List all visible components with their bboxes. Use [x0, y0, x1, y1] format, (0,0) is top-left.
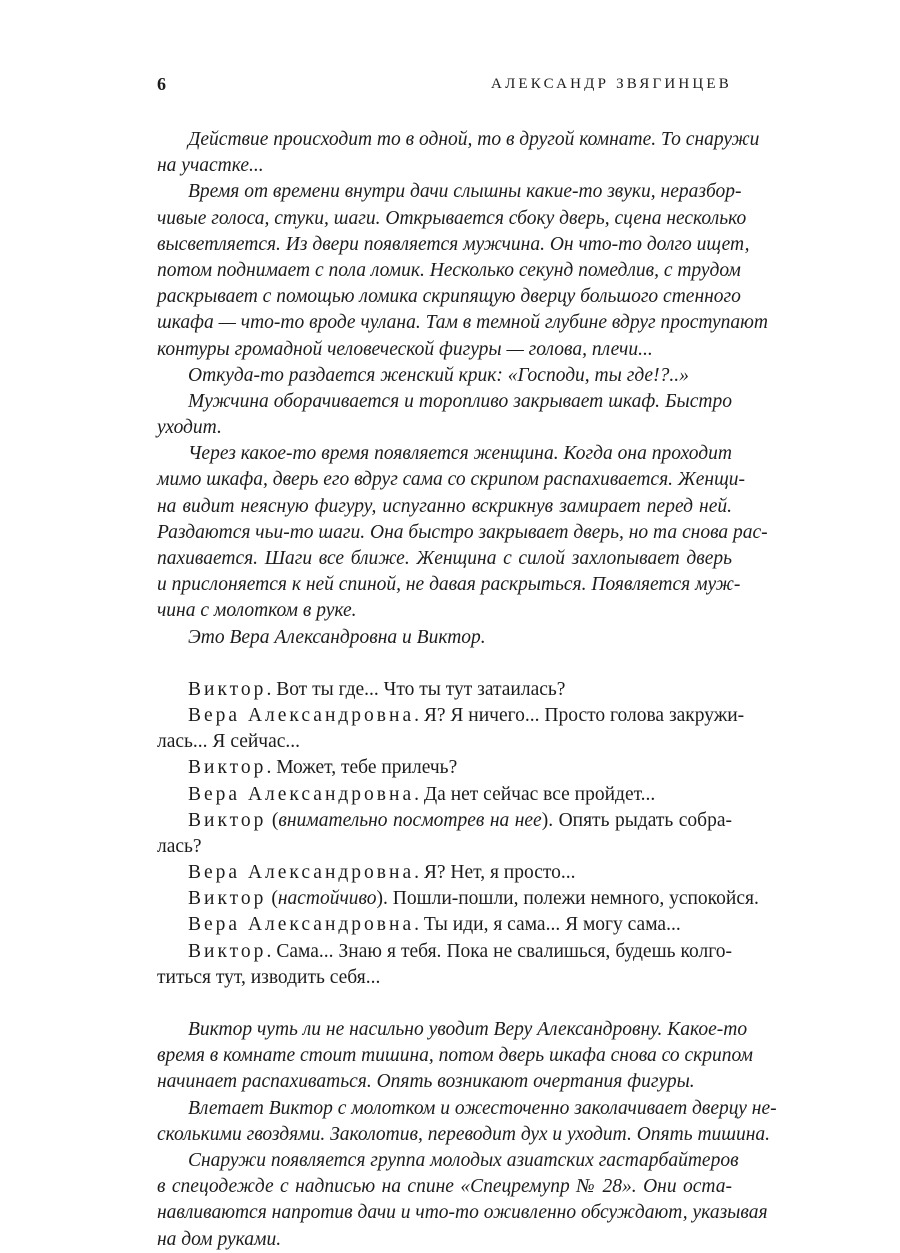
- speaker-name: Виктор: [188, 888, 267, 910]
- replica-continuation-line: лась... Я сейчас...: [157, 731, 301, 753]
- text-line: высветляется. Из двери появляется мужчина. Он что-то долго ищет,: [157, 233, 750, 255]
- replica-text: . Я? Нет, я просто...: [414, 862, 576, 884]
- stage-direction-paragraph: [157, 179, 768, 362]
- replica-first-line: [157, 755, 732, 781]
- text-line: Снаружи появляется группа молодых азиатских гастарбайтеров: [188, 1149, 739, 1171]
- text-line: Влетает Виктор с молотком и ожесточенно заколачивает дверцу не-: [188, 1097, 777, 1119]
- replica-first-line: [157, 703, 745, 729]
- replica-first-line: [157, 912, 732, 938]
- stage-directions-closing: [157, 1017, 777, 1253]
- replica-text: . Сама... Знаю я тебя. Пока не свалишься, будешь колго-: [266, 940, 732, 962]
- text-line: чивые голоса, стуки, шаги. Открывается сбоку дверь, сцена несколько: [157, 207, 747, 229]
- speaker-name: Виктор: [188, 678, 267, 700]
- text-line: на видит неясную фигуру, испуганно вскрикнув замирает перед ней.: [157, 495, 732, 517]
- text-line: контуры громадной человеческой фигуры — голова, плечи...: [157, 338, 653, 360]
- page-header: [157, 74, 732, 98]
- stage-direction-paragraph: [157, 1017, 753, 1096]
- dialogue-block: [157, 677, 759, 991]
- text-line: пахивается. Шаги все ближе. Женщина с силой захлопывает дверь: [157, 548, 732, 569]
- text-line: в спецодежде с надписью на спине «Спецремупр № 28». Они оста-: [157, 1176, 732, 1198]
- running-head-author: АЛЕКСАНДР ЗВЯГИНЦЕВ: [491, 76, 732, 92]
- dialogue-replica: [157, 703, 745, 755]
- replica-text: . Да нет сейчас все пройдет...: [414, 783, 656, 805]
- replica-text: . Вот ты где... Что ты тут затаилась?: [266, 678, 566, 700]
- text-line: и прислоняется к ней спиной, не давая раскрыться. Появляется муж-: [157, 574, 741, 596]
- text-line: на участке...: [157, 155, 264, 177]
- stage-direction-paragraph: [157, 389, 732, 441]
- stage-direction-paragraph: [157, 127, 760, 179]
- text-line: Мужчина оборачивается и торопливо закрывает шкаф. Быстро: [188, 390, 732, 412]
- speaker-name: Вера Александровна: [188, 704, 415, 726]
- speaker-name: Виктор: [188, 809, 267, 831]
- text-line: Это Вера Александровна и Виктор.: [188, 626, 486, 648]
- page-number: 6: [157, 74, 166, 94]
- replica-first-line: [157, 677, 732, 703]
- dialogue-replica: [157, 677, 732, 703]
- text-line: Время от времени внутри дачи слышны какие-то звуки, неразбор-: [188, 181, 742, 203]
- replica-text: . Ты иди, я сама... Я могу сама...: [414, 914, 681, 936]
- text-line: Откуда-то раздается женский крик: «Господи, ты где!?..»: [188, 364, 689, 386]
- text-line: мимо шкафа, дверь его вдруг сама со скрипом распахивается. Женщи-: [157, 469, 746, 491]
- speaker-name: Вера Александровна: [188, 783, 415, 805]
- text-line: Действие происходит то в одной, то в другой комнате. То снаружи: [188, 129, 760, 150]
- replica-text: . Я? Я ничего... Просто голова закружи-: [414, 704, 745, 726]
- replica-continuation-line: титься тут, изводить себя...: [157, 966, 381, 988]
- text-line: Через какое-то время появляется женщина. Когда она проходит: [188, 443, 732, 465]
- dialogue-replica: [157, 912, 732, 938]
- dialogue-replica: [157, 755, 732, 781]
- replica-continuation-line: лась?: [157, 835, 202, 857]
- replica-text: . Пошли-пошли, полежи немного, успокойся.: [382, 888, 759, 910]
- text-line: уходит.: [157, 417, 222, 439]
- replica-first-line: [157, 782, 732, 808]
- replica-text: . Может, тебе прилечь?: [266, 757, 458, 779]
- replica-first-line: [157, 860, 732, 886]
- text-line: время в комнате стоит тишина, потом дверь шкафа снова со скрипом: [157, 1045, 753, 1067]
- text-line: Виктор чуть ли не насильно уводит Веру Александровну. Какое-то: [188, 1019, 748, 1040]
- speaker-name: Вера Александровна: [188, 862, 415, 884]
- text-line: Раздаются чьи-то шаги. Она быстро закрывает дверь, но та снова рас-: [157, 521, 768, 543]
- text-line: начинает распахиваться. Опять возникают очертания фигуры.: [157, 1071, 695, 1093]
- speaker-name: Виктор: [188, 940, 267, 962]
- replica-text: . Опять рыдать собра-: [548, 809, 732, 831]
- text-line: потом поднимает с пола ломик. Несколько секунд помедлив, с трудом: [157, 259, 741, 281]
- stage-remark: настойчиво: [277, 888, 377, 910]
- speaker-name: Виктор: [188, 757, 267, 779]
- text-line: на дом руками.: [157, 1228, 282, 1250]
- section-gap: [157, 651, 732, 677]
- speaker-name: Вера Александровна: [188, 914, 415, 936]
- stage-directions-opening: [157, 127, 768, 651]
- stage-remark: внимательно посмотрев на нее: [278, 809, 542, 831]
- text-line: сколькими гвоздями. Заколотив, переводит дух и уходит. Опять тишина.: [157, 1123, 771, 1145]
- text-line: раскрывает с помощью ломика скрипящую дверцу большого стенного: [157, 286, 741, 308]
- stage-direction-paragraph: [157, 625, 732, 651]
- dialogue-replica: [157, 886, 759, 912]
- stage-direction-paragraph: [157, 441, 768, 624]
- text-line: навливаются напротив дачи и что-то оживленно обсуждают, указывая: [157, 1202, 768, 1224]
- dialogue-replica: [157, 782, 732, 808]
- stage-direction-paragraph: [157, 1096, 777, 1148]
- stage-direction-paragraph: [157, 1148, 768, 1253]
- page-body: [157, 127, 777, 1253]
- replica-first-line: [157, 939, 732, 965]
- replica-first-line: Виктор (настойчиво). Пошли-пошли, полежи немного, успокойся.: [188, 888, 759, 910]
- section-gap: [157, 991, 732, 1017]
- dialogue-replica: [157, 808, 732, 860]
- dialogue-replica: [157, 860, 732, 886]
- text-line: чина с молотком в руке.: [157, 600, 357, 622]
- dialogue-replica: [157, 939, 732, 991]
- stage-direction-paragraph: [157, 363, 732, 389]
- text-line: шкафа — что-то вроде чулана. Там в темной глубине вдруг проступают: [157, 312, 768, 334]
- replica-first-line: Виктор (внимательно посмотрев на нее). Опять рыдать собра-: [188, 809, 732, 831]
